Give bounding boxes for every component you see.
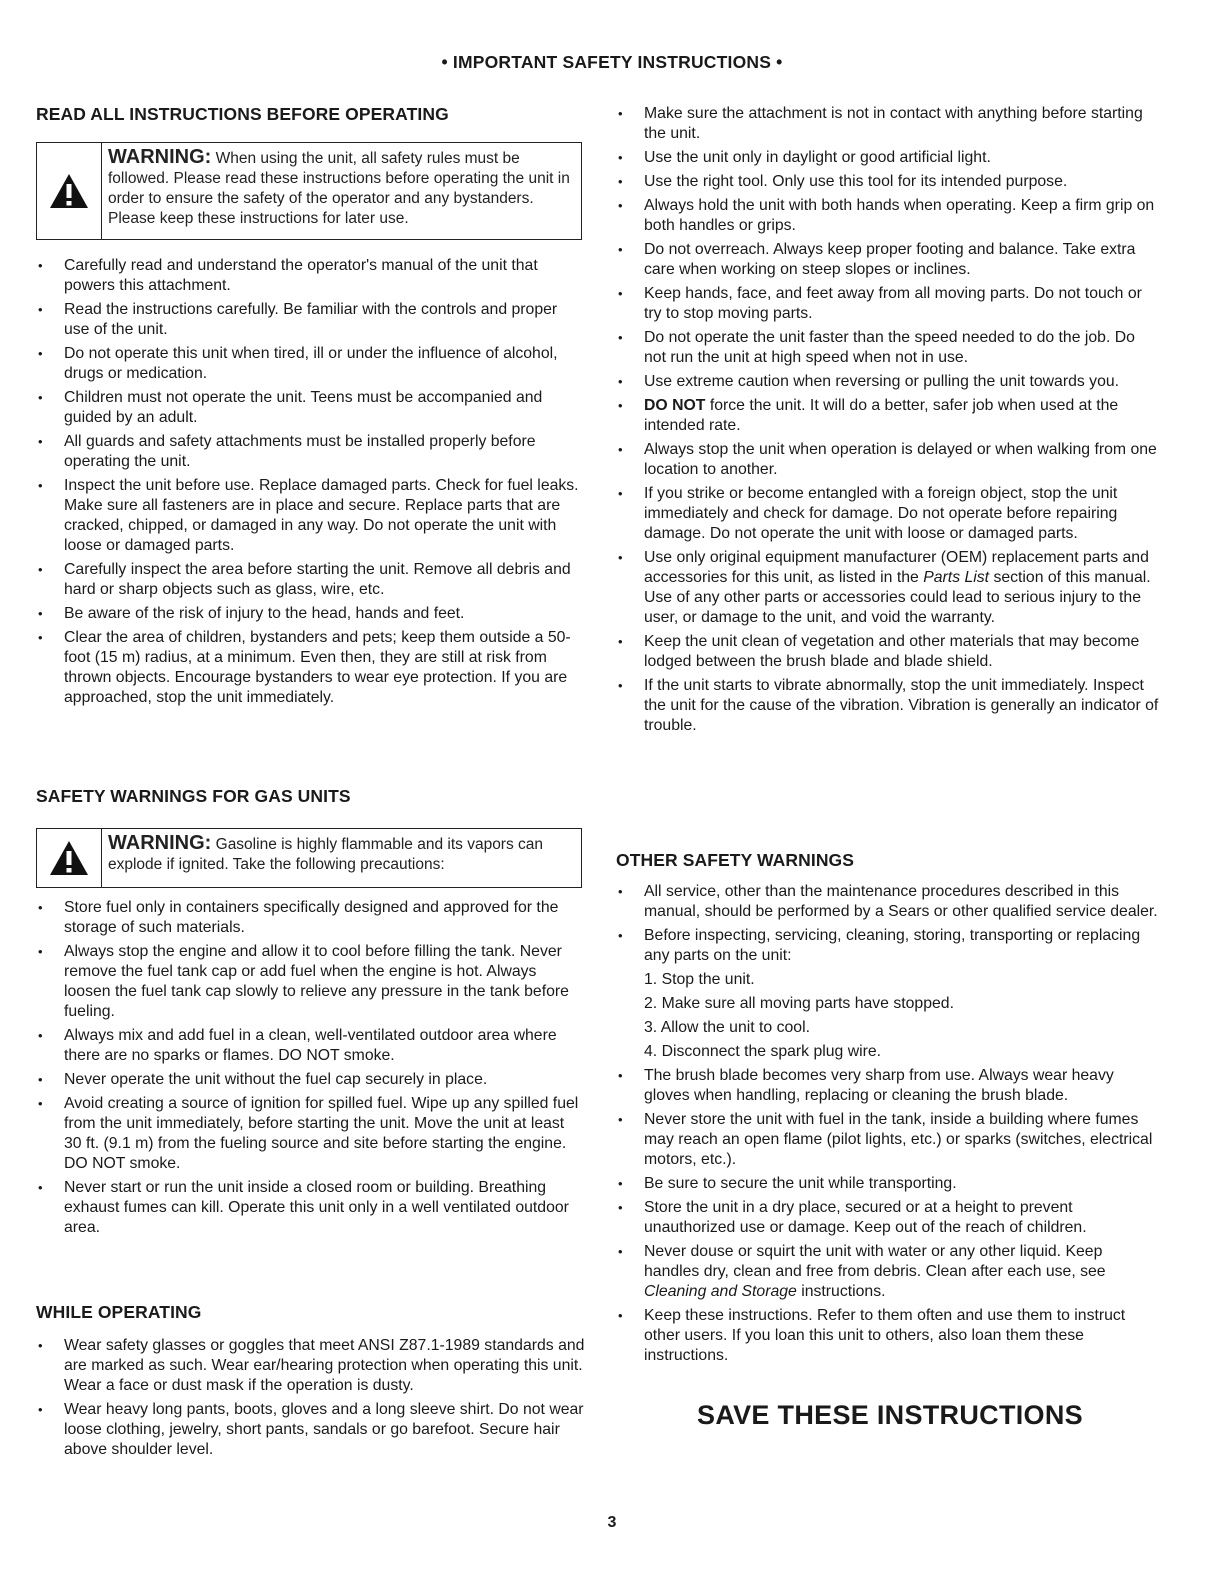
gas-units-warning-text (102, 829, 581, 887)
list-item: • Wear heavy long pants, boots, gloves and a long sleeve shirt. Do not wear loose clothing, jewelry, short pants, sandals or go barefoot. Secure hair above shoulder level. (36, 1400, 586, 1460)
page-header: • IMPORTANT SAFETY INSTRUCTIONS • (441, 52, 783, 72)
list-item: • All guards and safety attachments must be installed properly before operating the unit. (36, 432, 586, 472)
step-item: 2. Make sure all moving parts have stopped. (644, 995, 954, 1012)
list-item: • Do not overreach. Always keep proper footing and balance. Take extra care when working on steep slopes or inclines. (616, 240, 1160, 280)
other-warnings-title: OTHER SAFETY WARNINGS (616, 850, 855, 870)
list-item: • Use the right tool. Only use this tool for its intended purpose. (616, 172, 1160, 192)
list-item: • Wear safety glasses or goggles that meet ANSI Z87.1-1989 standards and are marked as such. Wear ear/hearing protection when operating this unit. Wear a face or dust mask if the operation is dusty. (36, 1336, 586, 1396)
step-item: 1. Stop the unit. (644, 971, 755, 988)
list-item: • Use the unit only in daylight or good artificial light. (616, 148, 1160, 168)
list-item: • Never start or run the unit inside a closed room or building. Breathing exhaust fumes can kill. Operate this unit only in a well ventilated outdoor area. (36, 1178, 586, 1238)
warning-triangle-icon (48, 839, 90, 877)
list-item: • Inspect the unit before use. Replace damaged parts. Check for fuel leaks. Make sure all fasteners are in place and secure. Replace parts that are cracked, chipped, or damaged in any way. Do not operate the unit with loose or damaged parts. (36, 476, 586, 556)
list-item: • Always hold the unit with both hands when operating. Keep a firm grip on both handles or grips. (616, 196, 1160, 236)
oem-before: Use only original equipment manufacturer (OEM) replacement parts and accessories for this unit, as listed in the (644, 549, 1149, 586)
list-item: • The brush blade becomes very sharp from use. Always wear heavy gloves when handling, replacing or cleaning the brush blade. (616, 1066, 1160, 1106)
do-not-rest: force the unit. It will do a better, safer job when used at the intended rate. (644, 397, 1119, 434)
servicing-steps (644, 970, 1160, 1062)
list-item: • Carefully inspect the area before starting the unit. Remove all debris and hard or sharp objects such as glass, wire, etc. (36, 560, 586, 600)
parts-list-ref: Parts List (923, 569, 990, 586)
read-all-warning-box (36, 142, 582, 240)
warning-icon-cell (37, 829, 102, 887)
list-item: • Carefully read and understand the operator's manual of the unit that powers this attachment. (36, 256, 586, 296)
read-all-list (36, 256, 586, 712)
douse-before: Never douse or squirt the unit with water or any other liquid. Keep handles dry, clean and free from debris. Clean after each use, see (644, 1243, 1106, 1280)
list-item: • Make sure the attachment is not in contact with anything before starting the unit. (616, 104, 1160, 144)
page-number: 3 (607, 1514, 617, 1531)
cleaning-storage-ref: Cleaning and Storage (644, 1283, 797, 1300)
list-item: • Be sure to secure the unit while transporting. (616, 1174, 1160, 1194)
save-instructions-title: SAVE THESE INSTRUCTIONS (697, 1400, 1083, 1430)
list-item: • All service, other than the maintenance procedures described in this manual, should be performed by a Sears or other qualified service dealer. (616, 882, 1160, 922)
list-item: • If you strike or become entangled with a foreign object, stop the unit immediately and check for damage. Do not operate before repairing damage. Do not operate the unit with loose or damaged parts. (616, 484, 1160, 544)
warning-label: WARNING: (108, 832, 212, 854)
list-item: • Be aware of the risk of injury to the head, hands and feet. (36, 604, 586, 624)
list-item: • Store the unit in a dry place, secured or at a height to prevent unauthorized use or damage. Keep out of the reach of children. (616, 1198, 1160, 1238)
list-item: • Clear the area of children, bystanders and pets; keep them outside a 50-foot (15 m) radius, at a minimum. Even then, they are still at risk from thrown objects. Encourage bystanders to wear eye protection. If you are approached, stop the unit immediately. (36, 628, 586, 708)
read-all-warning-text (102, 143, 581, 239)
list-item: • Keep hands, face, and feet away from all moving parts. Do not touch or try to stop moving parts. (616, 284, 1160, 324)
list-item (616, 1242, 1160, 1302)
warning-body: Gasoline is highly flammable and its vapors can explode if ignited. Take the following precautions: (108, 836, 544, 873)
list-item: • If the unit starts to vibrate abnormally, stop the unit immediately. Inspect the unit for the cause of the vibration. Vibration is generally an indicator of trouble. (616, 676, 1160, 736)
list-item (616, 548, 1160, 628)
list-item (616, 396, 1160, 436)
gas-units-warning-box (36, 828, 582, 888)
gas-units-title: SAFETY WARNINGS FOR GAS UNITS (36, 786, 351, 806)
list-item: • Children must not operate the unit. Teens must be accompanied and guided by an adult. (36, 388, 586, 428)
list-item: • Use extreme caution when reversing or pulling the unit towards you. (616, 372, 1160, 392)
gas-units-list (36, 898, 586, 1242)
list-item: • Never store the unit with fuel in the tank, inside a building where fumes may reach an open flame (pilot lights, etc.) or sparks (switches, electrical motors, etc.). (616, 1110, 1160, 1170)
do-not-bold: DO NOT (644, 397, 706, 414)
list-item: • Never operate the unit without the fuel cap securely in place. (36, 1070, 586, 1090)
list-item: • Read the instructions carefully. Be familiar with the controls and proper use of the unit. (36, 300, 586, 340)
before-servicing-text: Before inspecting, servicing, cleaning, storing, transporting or replacing any parts on the unit: (644, 927, 1141, 964)
read-all-title: READ ALL INSTRUCTIONS BEFORE OPERATING (36, 104, 449, 124)
list-item: • Do not operate the unit faster than the speed needed to do the job. Do not run the unit at high speed when not in use. (616, 328, 1160, 368)
warning-label: WARNING: (108, 146, 212, 168)
list-item: • Keep the unit clean of vegetation and other materials that may become lodged between the brush blade and blade shield. (616, 632, 1160, 672)
list-item (616, 926, 1160, 1062)
step-item: 4. Disconnect the spark plug wire. (644, 1043, 882, 1060)
while-operating-list (36, 1336, 586, 1464)
step-item: 3. Allow the unit to cool. (644, 1019, 810, 1036)
list-item: • Keep these instructions. Refer to them often and use them to instruct other users. If you loan this unit to others, also loan them these instructions. (616, 1306, 1160, 1366)
list-item: • Always stop the engine and allow it to cool before filling the tank. Never remove the fuel tank cap or add fuel when the engine is hot. Always loosen the fuel tank cap slowly to relieve any pressure in the tank before fueling. (36, 942, 586, 1022)
warning-icon-cell (37, 143, 102, 239)
warning-body: When using the unit, all safety rules must be followed. Please read these instructions before operating the unit in order to ensure the safety of the operator and any bystanders. Please keep these instructions for later use. (108, 150, 570, 227)
warning-triangle-icon (48, 172, 90, 210)
list-item: • Do not operate this unit when tired, ill or under the influence of alcohol, drugs or medication. (36, 344, 586, 384)
while-operating-title: WHILE OPERATING (36, 1302, 202, 1322)
list-item: • Store fuel only in containers specifically designed and approved for the storage of such materials. (36, 898, 586, 938)
list-item: • Always mix and add fuel in a clean, well-ventilated outdoor area where there are no sparks or flames. DO NOT smoke. (36, 1026, 586, 1066)
list-item: • Always stop the unit when operation is delayed or when walking from one location to another. (616, 440, 1160, 480)
list-item: • Avoid creating a source of ignition for spilled fuel. Wipe up any spilled fuel from the unit immediately, before starting the unit. Move the unit at least 30 ft. (9.1 m) from the fueling source and site before starting the engine. DO NOT smoke. (36, 1094, 586, 1174)
douse-after: instructions. (796, 1283, 886, 1300)
other-warnings-list (616, 882, 1160, 1370)
oem-after: section of this manual. Use of any other parts or accessories could lead to serious injury to the user, or damage to the unit, and void the warranty. (644, 569, 1151, 626)
right-safety-list (616, 104, 1160, 740)
